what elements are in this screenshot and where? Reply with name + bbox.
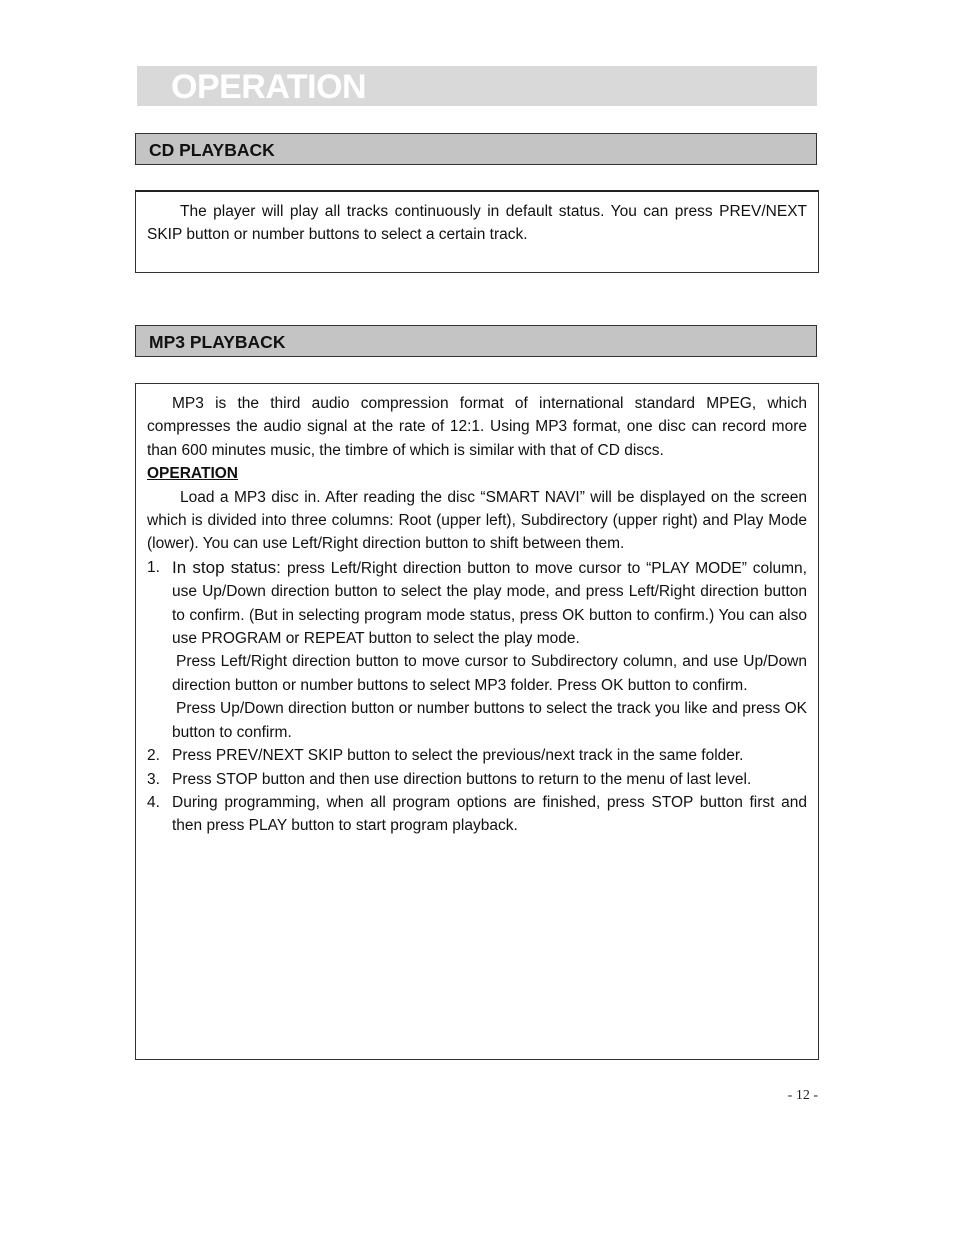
page-header (137, 66, 817, 106)
operation-intro-text: Load a MP3 disc in. After reading the disc “SMART NAVI” will be displayed on the screen which is divided into three columns: Root (upper left), Subdirectory (upper right) and Play Mode (lower). You can use Left/Right direction button to shift between them. (147, 488, 807, 553)
step-text: Press PREV/NEXT SKIP button to select the previous/next track in the same folder. (172, 747, 744, 765)
page-number: - 12 - (787, 1088, 818, 1103)
list-item (147, 768, 807, 791)
step-number: 1. (147, 558, 160, 576)
mp3-playback-heading: MP3 PLAYBACK (149, 332, 286, 352)
mp3-playback-box (135, 383, 819, 1060)
cd-playback-text: The player will play all tracks continuously in default status. You can press PREV/NEXT SKIP button or number buttons to select a certain track. (147, 203, 807, 244)
mp3-intro-text: MP3 is the third audio compression format of international standard MPEG, which compresses the audio signal at the rate of 12:1. Using MP3 format, one disc can record more than 600 minutes music, the timbre of which is similar with that of CD discs. (147, 395, 807, 459)
cd-playback-heading-bar (135, 133, 817, 165)
operation-steps-list (147, 556, 807, 838)
step-text: press Left/Right direction button to move cursor to “PLAY MODE” column, use Up/Down direction button to select the play mode, and press Left/Right direction button to confirm. (But in selecting program mode status, press OK button to confirm.) You can also use PROGRAM or REPEAT button to select the play mode. (172, 559, 807, 648)
cd-playback-heading: CD PLAYBACK (149, 140, 275, 160)
cd-playback-box (135, 190, 819, 273)
step-text: During programming, when all program options are finished, press STOP button first and then press PLAY button to start program playback. (172, 793, 807, 835)
step-number: 3. (147, 770, 160, 788)
step-number: 2. (147, 747, 160, 765)
step-sub-paragraph: Press Left/Right direction button to move cursor to Subdirectory column, and use Up/Down direction button or number buttons to select MP3 folder. Press OK button to confirm. (172, 653, 807, 694)
step-number: 4. (147, 793, 160, 811)
mp3-playback-heading-bar (135, 325, 817, 357)
list-item (147, 791, 807, 838)
step-lead-in: In stop status: (172, 557, 288, 577)
list-item (147, 556, 807, 651)
operation-subheading: OPERATION (147, 465, 238, 483)
list-item (147, 744, 807, 767)
step-text: Press STOP button and then use direction buttons to return to the menu of last level. (172, 770, 752, 788)
page-title: OPERATION (171, 68, 367, 106)
step-sub-paragraph: Press Up/Down direction button or number buttons to select the track you like and press OK button to confirm. (172, 700, 807, 741)
